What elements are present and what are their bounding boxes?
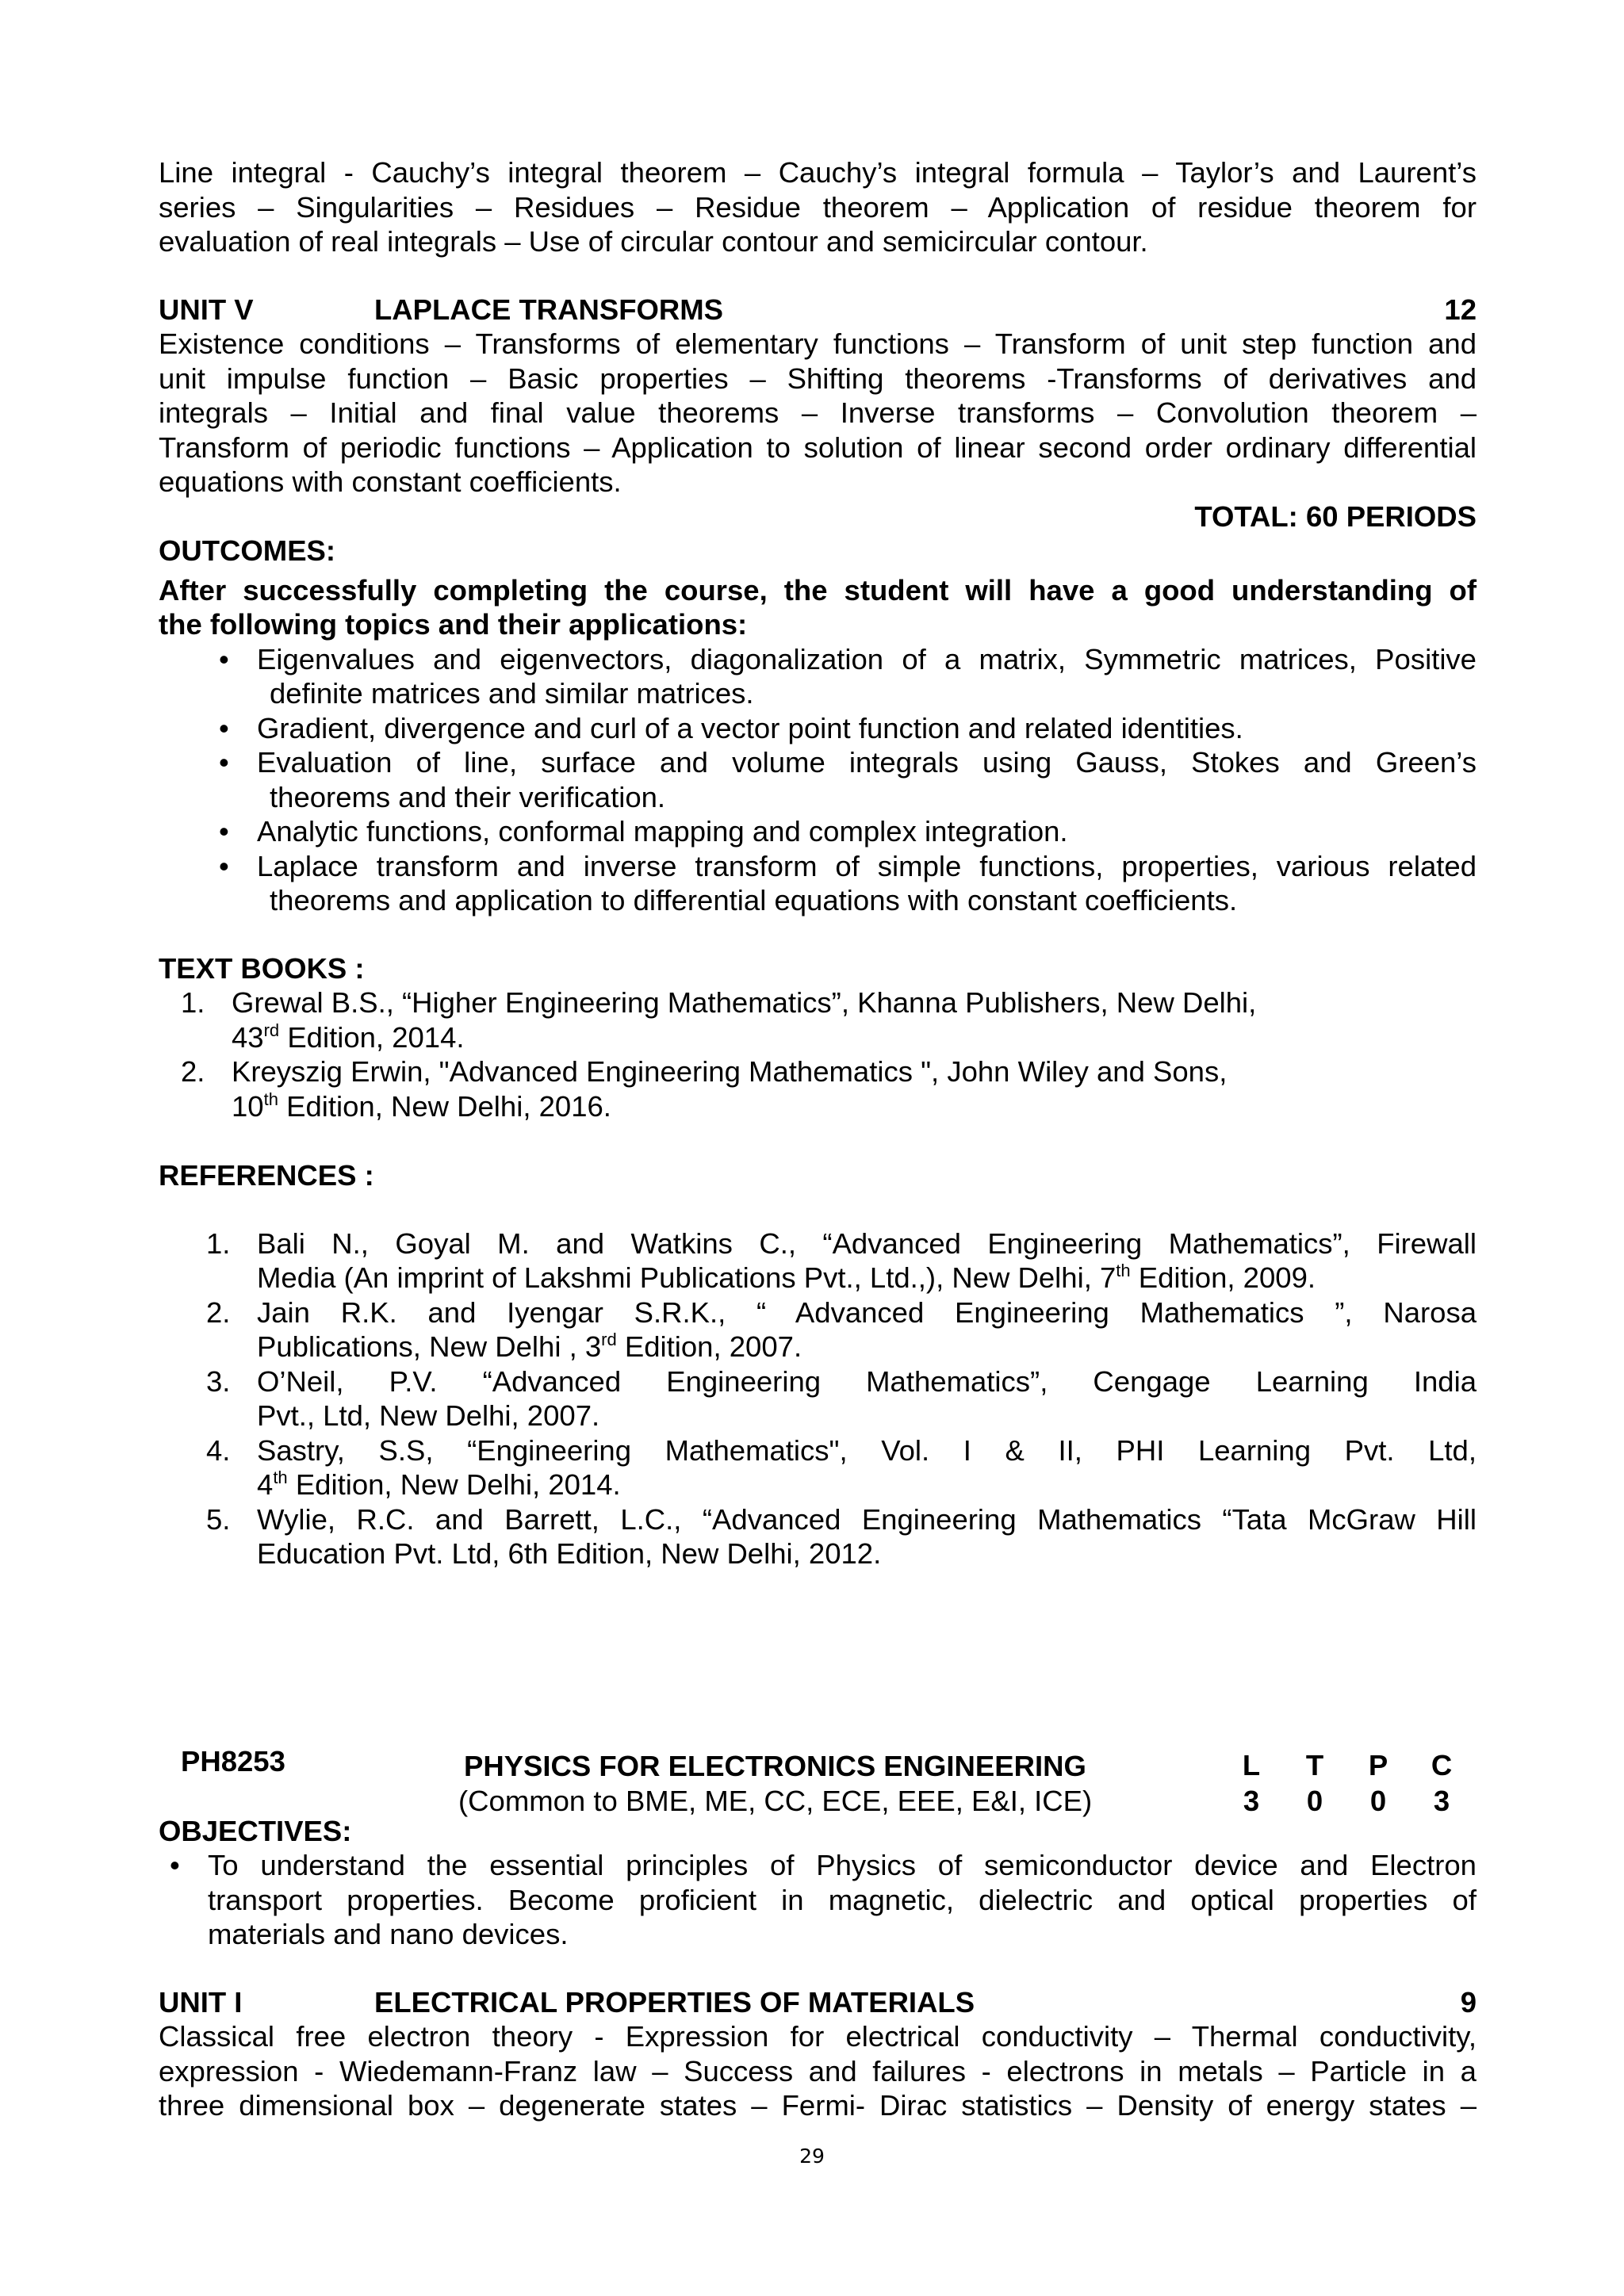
- list-item: [159, 1502, 1477, 1571]
- item-text: materials and nano devices.: [208, 1918, 569, 1950]
- edition-text: Edition, New Delhi, 2016.: [278, 1089, 611, 1123]
- superscript: rd: [601, 1330, 617, 1349]
- item-text: Gradient, divergence and curl of a vector point function and related identities.: [257, 711, 1243, 744]
- unit-heading: [159, 293, 1477, 327]
- unit-v-section: [159, 293, 1477, 534]
- references-heading: REFERENCES :: [159, 1159, 374, 1192]
- course-header: [159, 1744, 1477, 1817]
- ltpc-header: T: [1305, 1748, 1324, 1781]
- bullet-icon: •: [219, 815, 229, 848]
- list-item: [159, 745, 1477, 814]
- ref-text: Edition, New Delhi, 2014.: [287, 1468, 621, 1501]
- text-line: Classical free electron theory - Expression for electrical conductivity – Thermal conductivity,: [159, 2020, 1477, 2053]
- text-line: Existence conditions – Transforms of elementary functions – Transform of unit step function and: [159, 327, 1477, 360]
- ref-text: Media (An imprint of Lakshmi Publications Pvt., Ltd.,), New Delhi, 7: [257, 1261, 1116, 1294]
- bullet-icon: •: [219, 711, 229, 744]
- ltpc-header: P: [1368, 1748, 1388, 1781]
- text-line: evaluation of real integrals – Use of circular contour and semicircular contour.: [159, 225, 1148, 258]
- unit-title: ELECTRICAL PROPERTIES OF MATERIALS: [374, 1985, 975, 2019]
- item-number: 3.: [206, 1364, 231, 1398]
- superscript: th: [263, 1089, 278, 1109]
- edition-text: Edition, 2014.: [279, 1020, 465, 1054]
- total-periods: TOTAL: 60 PERIODS: [1194, 499, 1477, 533]
- unit-i-section: [159, 1985, 1477, 2123]
- item-text: Education Pvt. Ltd, 6th Edition, New Delhi, 2012.: [257, 1537, 882, 1570]
- item-number: 1.: [206, 1226, 231, 1260]
- list-item: [159, 642, 1477, 711]
- item-text: Kreyszig Erwin, "Advanced Engineering Mathematics ", John Wiley and Sons,: [232, 1055, 1228, 1088]
- outcomes-heading: OUTCOMES:: [159, 534, 336, 567]
- unit-heading: [159, 1985, 1477, 2020]
- ltpc-value: 0: [1369, 1784, 1387, 1817]
- item-number: 5.: [206, 1502, 231, 1536]
- outcomes-intro: the following topics and their applications:: [159, 608, 748, 641]
- ref-text: Edition, 2007.: [616, 1330, 802, 1363]
- list-item: [159, 1054, 1477, 1123]
- ltpc-value: 3: [1243, 1784, 1260, 1817]
- course-title: PHYSICS FOR ELECTRONICS ENGINEERING: [464, 1749, 1086, 1782]
- item-text: Laplace transform and inverse transform of simple functions, properties, various related: [257, 849, 1477, 882]
- item-number: 1.: [181, 986, 205, 1019]
- item-text: Grewal B.S., “Higher Engineering Mathematics”, Khanna Publishers, New Delhi,: [232, 986, 1257, 1019]
- item-text: Analytic functions, conformal mapping and complex integration.: [257, 815, 1068, 848]
- list-item: [159, 849, 1477, 918]
- item-text: Sastry, S.S, “Engineering Mathematics", Vol. I & II, PHI Learning Pvt. Ltd,: [257, 1433, 1477, 1467]
- text-line: equations with constant coefficients.: [159, 465, 622, 498]
- ltpc-header: L: [1242, 1748, 1261, 1781]
- item-text: Bali N., Goyal M. and Watkins C., “Advanced Engineering Mathematics”, Firewall: [257, 1226, 1477, 1260]
- item-number: 2.: [181, 1055, 205, 1088]
- list-item: [159, 1433, 1477, 1502]
- item-text: Evaluation of line, surface and volume integrals using Gauss, Stokes and Green’s: [257, 746, 1477, 779]
- superscript: th: [1116, 1261, 1131, 1280]
- item-edition: [232, 1020, 1477, 1055]
- ltpc-table: [1220, 1747, 1473, 1819]
- text-line: unit impulse function – Basic properties – Shifting theorems -Transforms of derivatives and: [159, 362, 1477, 395]
- text-line: Transform of periodic functions – Application to solution of linear second order ordinary differential: [159, 430, 1477, 464]
- item-number: 4.: [206, 1433, 231, 1467]
- text-line: expression - Wiedemann-Franz law – Success and failures - electrons in metals – Particle in a: [159, 2054, 1477, 2087]
- page-number: 29: [799, 2145, 825, 2168]
- item-text: [257, 1468, 1477, 1502]
- unit-hours: 12: [1444, 293, 1477, 326]
- item-text: Eigenvalues and eigenvectors, diagonalization of a matrix, Symmetric matrices, Positive: [257, 642, 1477, 675]
- bullet-icon: •: [219, 642, 229, 675]
- unit-hours: 9: [1460, 1985, 1477, 2019]
- course-code: PH8253: [181, 1744, 285, 1777]
- ref-text: 4: [257, 1468, 274, 1501]
- list-item: [159, 1364, 1477, 1433]
- item-text: definite matrices and similar matrices.: [270, 677, 754, 710]
- list-item: [159, 814, 1477, 849]
- list-item: [159, 985, 1477, 1054]
- ref-text: Edition, 2009.: [1130, 1261, 1316, 1294]
- objectives-heading: OBJECTIVES:: [159, 1814, 352, 1847]
- bullet-icon: •: [170, 1849, 180, 1881]
- unit-number: UNIT V: [159, 293, 254, 326]
- ltpc-value: 3: [1433, 1784, 1450, 1817]
- outcomes-intro: After successfully completing the course, the student will have a good understanding of: [159, 573, 1477, 607]
- item-text: theorems and their verification.: [270, 780, 666, 813]
- item-edition: [232, 1089, 1477, 1124]
- course-subtitle: (Common to BME, ME, CC, ECE, EEE, E&I, ICE): [458, 1784, 1093, 1817]
- item-text: theorems and application to differential equations with constant coefficients.: [270, 884, 1238, 916]
- references-section: [159, 1158, 1477, 1571]
- text-books-heading: TEXT BOOKS :: [159, 951, 365, 985]
- item-text: [257, 1330, 1477, 1364]
- list-item: [159, 711, 1477, 746]
- text-books-section: [159, 951, 1477, 1124]
- text-line: integrals – Initial and final value theorems – Inverse transforms – Convolution theorem –: [159, 396, 1477, 429]
- objectives-section: [159, 1814, 1477, 1952]
- unit-number: UNIT I: [159, 1985, 243, 2019]
- superscript: rd: [263, 1020, 280, 1040]
- list-item: [159, 1295, 1477, 1364]
- text-line: series – Singularities – Residues – Residue theorem – Application of residue theorem for: [159, 190, 1477, 224]
- bullet-icon: •: [219, 849, 229, 882]
- outcomes-section: [159, 534, 1477, 918]
- item-text: Pvt., Ltd, New Delhi, 2007.: [257, 1399, 600, 1432]
- list-item: [159, 1848, 1477, 1952]
- item-number: 2.: [206, 1295, 231, 1329]
- edition-number: 43: [232, 1020, 264, 1054]
- item-text: [257, 1261, 1477, 1295]
- superscript: th: [273, 1468, 288, 1487]
- item-text: O’Neil, P.V. “Advanced Engineering Mathematics”, Cengage Learning India: [257, 1364, 1477, 1398]
- unit-iv-continuation: [159, 155, 1477, 259]
- ltpc-header: C: [1431, 1748, 1453, 1781]
- item-text: Jain R.K. and Iyengar S.R.K., “ Advanced Engineering Mathematics ”, Narosa: [257, 1295, 1477, 1329]
- text-line: Line integral - Cauchy’s integral theorem – Cauchy’s integral formula – Taylor’s and Laurent’s: [159, 156, 1477, 189]
- document-page: [159, 155, 1477, 2123]
- item-text: To understand the essential principles of Physics of semiconductor device and Electron: [208, 1849, 1477, 1881]
- item-text: Wylie, R.C. and Barrett, L.C., “Advanced Engineering Mathematics “Tata McGraw Hill: [257, 1502, 1477, 1536]
- item-text: transport properties. Become proficient in magnetic, dielectric and optical properties of: [208, 1883, 1477, 1916]
- bullet-icon: •: [219, 746, 229, 779]
- list-item: [159, 1226, 1477, 1295]
- ltpc-value: 0: [1306, 1784, 1323, 1817]
- edition-number: 10: [232, 1089, 264, 1123]
- unit-title: LAPLACE TRANSFORMS: [374, 293, 724, 326]
- ref-text: Publications, New Delhi , 3: [257, 1330, 602, 1363]
- text-line: three dimensional box – degenerate states – Fermi- Dirac statistics – Density of energy states –: [159, 2089, 1477, 2122]
